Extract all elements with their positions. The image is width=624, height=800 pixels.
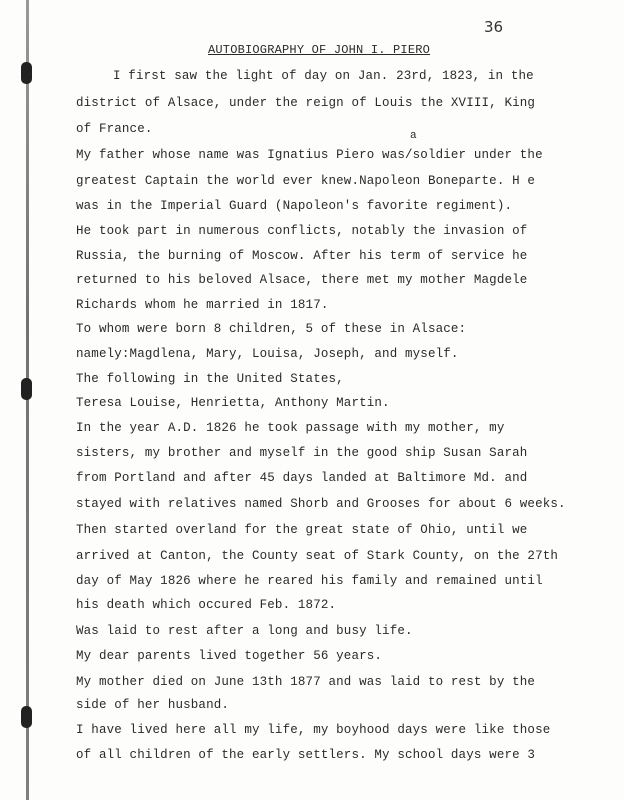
- text-line: greatest Captain the world ever knew.Napoleon Boneparte. H e: [76, 174, 536, 188]
- text-line: I first saw the light of day on Jan. 23rd, 1823, in the: [113, 69, 534, 83]
- binding-hole: [21, 706, 32, 728]
- text-line: day of May 1826 where he reared his family and remained until: [76, 574, 543, 588]
- text-line: Richards whom he married in 1817.: [76, 298, 329, 312]
- text-line: his death which occured Feb. 1872.: [76, 598, 337, 612]
- page-number: 36: [484, 18, 504, 36]
- text-line: My mother died on June 13th 1877 and was laid to rest by the: [76, 675, 536, 689]
- text-line: district of Alsace, under the reign of Louis the XVIII, King: [76, 96, 536, 110]
- text-line: Was laid to rest after a long and busy life.: [76, 624, 413, 638]
- text-line: Then started overland for the great state of Ohio, until we: [76, 523, 528, 537]
- text-line: The following in the United States,: [76, 372, 344, 386]
- text-line: stayed with relatives named Shorb and Grooses for about 6 weeks.: [76, 497, 566, 511]
- text-line: was in the Imperial Guard (Napoleon's favorite regiment).: [76, 199, 513, 213]
- insertion-mark: a: [410, 130, 417, 142]
- text-line: To whom were born 8 children, 5 of these in Alsace:: [76, 322, 467, 336]
- text-line: Teresa Louise, Henrietta, Anthony Martin.: [76, 396, 390, 410]
- binding-hole: [21, 378, 32, 400]
- text-line: from Portland and after 45 days landed at Baltimore Md. and: [76, 471, 528, 485]
- text-line: namely:Magdlena, Mary, Louisa, Joseph, and myself.: [76, 347, 459, 361]
- text-line: returned to his beloved Alsace, there met my mother Magdele: [76, 273, 528, 287]
- text-line: In the year A.D. 1826 he took passage with my mother, my: [76, 421, 505, 435]
- text-line: of France.: [76, 122, 153, 136]
- text-line: side of her husband.: [76, 698, 230, 712]
- text-line: I have lived here all my life, my boyhood days were like those: [76, 723, 551, 737]
- text-line: arrived at Canton, the County seat of Stark County, on the 27th: [76, 549, 559, 563]
- text-line: of all children of the early settlers. My school days were 3: [76, 748, 536, 762]
- binding-hole: [21, 62, 32, 84]
- text-line: Russia, the burning of Moscow. After his term of service he: [76, 249, 528, 263]
- text-line: sisters, my brother and myself in the good ship Susan Sarah: [76, 446, 528, 460]
- text-line: My dear parents lived together 56 years.: [76, 649, 383, 663]
- text-line: He took part in numerous conflicts, notably the invasion of: [76, 224, 528, 238]
- binding-edge: [26, 0, 29, 800]
- text-line: My father whose name was Ignatius Piero was/soldier under the: [76, 148, 543, 162]
- document-title: AUTOBIOGRAPHY OF JOHN I. PIERO: [208, 43, 431, 57]
